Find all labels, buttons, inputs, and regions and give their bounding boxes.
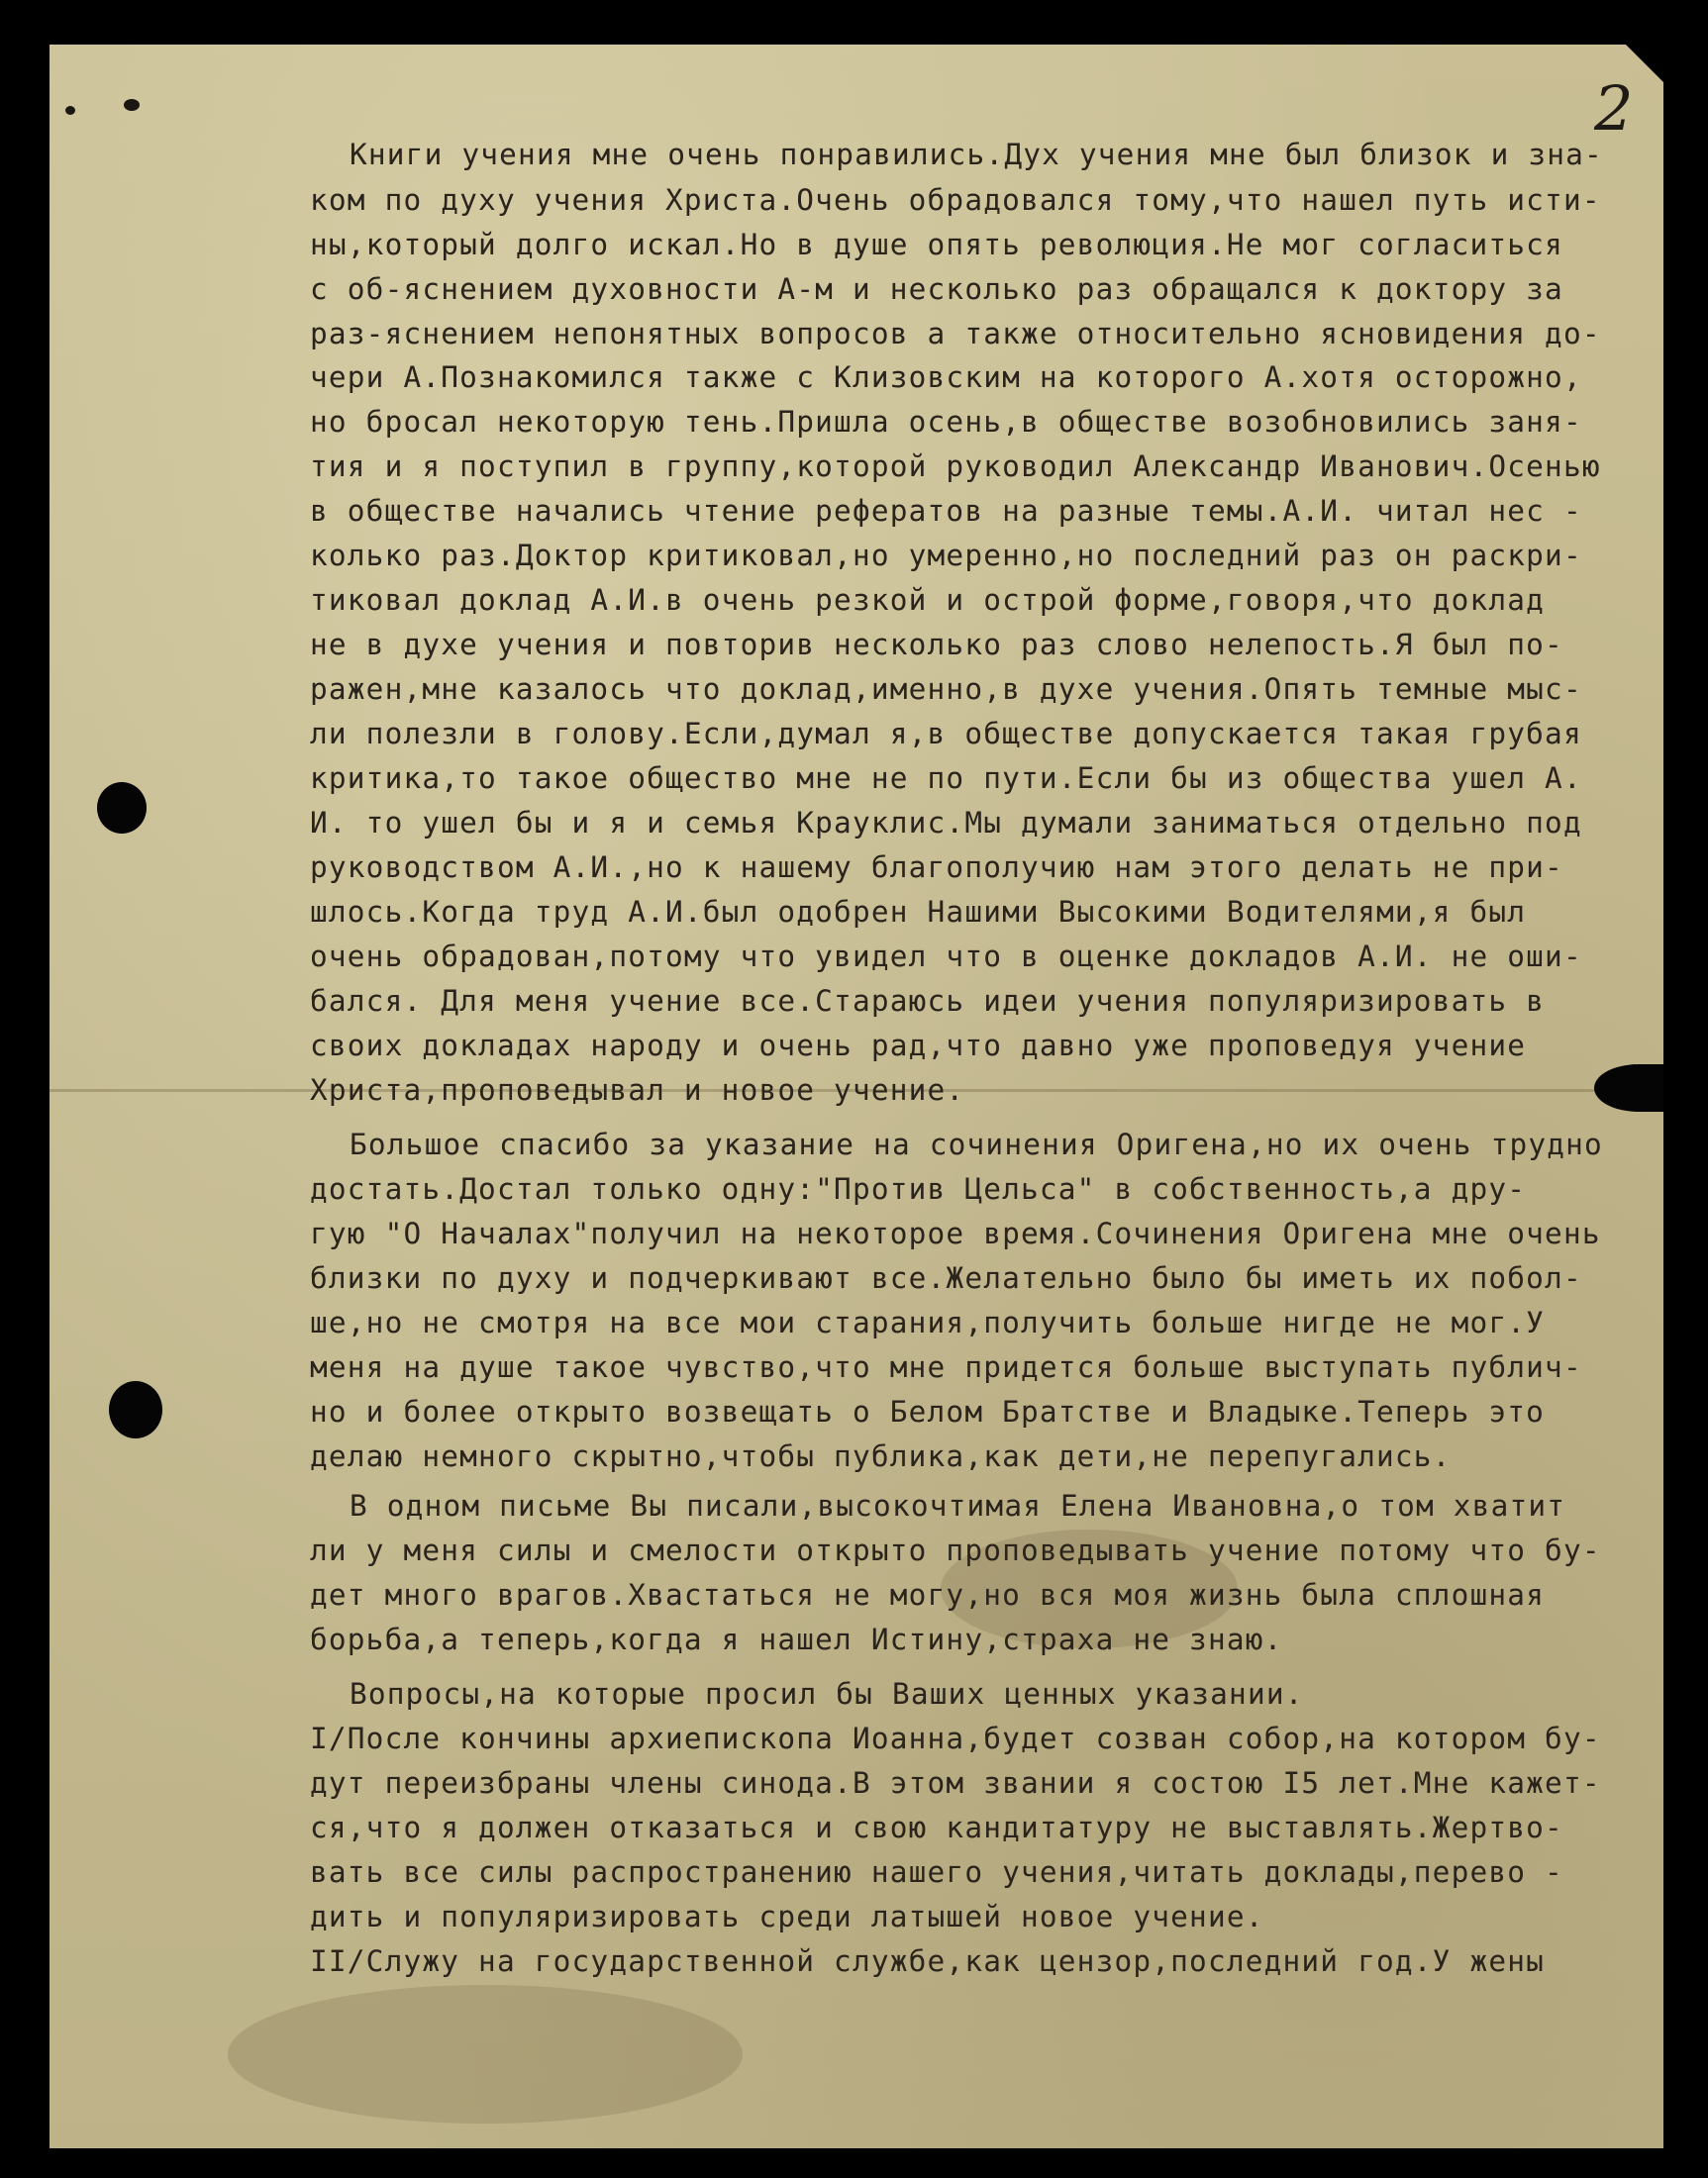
text-line: с об-яснением духовности А-м и несколько раз обращался к доктору за: [310, 272, 1563, 306]
text-line: Вопросы,на которые просил бы Ваших ценных указании.: [350, 1677, 1304, 1711]
punch-hole: [97, 782, 147, 834]
text-line: II/Служу на государственной службе,как цензор,последний год.У жены: [310, 1944, 1546, 1978]
edge-tear: [1594, 1064, 1663, 1112]
text-line: ком по духу учения Христа.Очень обрадовался тому,что нашел путь исти-: [310, 183, 1601, 217]
text-line: ся,что я должен отказаться и свою кандитатуру не выставлять.Жертво-: [310, 1811, 1563, 1844]
text-line: тия и я поступил в группу,которой руководил Александр Иванович.Осенью: [310, 449, 1601, 483]
text-line: гую "О Началах"получил на некоторое время.Сочинения Оригена мне очень: [310, 1217, 1601, 1250]
text-line: В одном письме Вы писали,высокочтимая Елена Ивановна,о том хватит: [350, 1489, 1566, 1523]
text-line: Книги учения мне очень понравились.Дух учения мне был близок и зна-: [350, 138, 1603, 171]
text-line: дут переизбраны члены синода.В этом звании я состою I5 лет.Мне кажет-: [310, 1766, 1601, 1800]
text-line: вать все силы распространению нашего учения,читать доклады,перево -: [310, 1855, 1563, 1889]
text-line: но бросал некоторую тень.Пришла осень,в обществе возобновились заня-: [310, 405, 1582, 439]
paper-stain: [228, 1985, 743, 2124]
text-line: меня на душе такое чувство,что мне придется больше выступать публич-: [310, 1350, 1582, 1384]
text-line: ли у меня силы и смелости открыто проповедывать учение потому что бу-: [310, 1534, 1601, 1567]
text-line: ны,который долго искал.Но в душе опять революция.Не мог согласиться: [310, 228, 1563, 261]
text-line: Христа,проповедывал и новое учение.: [310, 1073, 965, 1107]
ink-blot: [124, 99, 140, 111]
text-line: ражен,мне казалось что доклад,именно,в духе учения.Опять темные мыс-: [310, 672, 1582, 706]
text-line: не в духе учения и повторив несколько раз слово нелепость.Я был по-: [310, 628, 1563, 661]
text-line: руководством А.И.,но к нашему благополучию нам этого делать не при-: [310, 850, 1563, 884]
text-line: раз-яснением непонятных вопросов а также относительно ясновидения до-: [310, 317, 1601, 350]
text-line: критика,то такое общество мне не по пути.Если бы из общества ушел А.: [310, 761, 1582, 795]
text-line: делаю немного скрытно,чтобы публика,как дети,не перепугались.: [310, 1439, 1452, 1473]
text-line: шлось.Когда труд А.И.был одобрен Нашими Высокими Водителями,я был: [310, 895, 1527, 929]
text-line: ше,но не смотря на все мои старания,получить больше нигде не мог.У: [310, 1306, 1546, 1339]
text-line: дить и популяризировать среди латышей новое учение.: [310, 1900, 1264, 1933]
text-line: ли полезли в голову.Если,думал я,в обществе допускается такая грубая: [310, 717, 1582, 750]
text-line: дет много врагов.Хвастаться не могу,но вся моя жизнь была сплошная: [310, 1578, 1546, 1612]
punch-hole: [109, 1381, 162, 1438]
text-line: Большое спасибо за указание на сочинения Оригена,но их очень трудно: [350, 1128, 1603, 1161]
document-page: [50, 45, 1663, 2148]
text-line: своих докладах народу и очень рад,что давно уже проповедуя учение: [310, 1029, 1527, 1062]
text-line: бался. Для меня учение все.Стараюсь идеи учения популяризировать в: [310, 984, 1546, 1018]
page-number: 2: [1594, 72, 1634, 145]
text-line: достать.Достал только одну:"Против Цельса" в собственность,а дру-: [310, 1172, 1527, 1206]
text-line: борьба,а теперь,когда я нашел Истину,страха не знаю.: [310, 1623, 1283, 1656]
text-line: I/После кончины архиепископа Иоанна,будет созван собор,на котором бу-: [310, 1722, 1601, 1755]
text-line: в обществе начались чтение рефератов на разные темы.А.И. читал нес -: [310, 494, 1582, 528]
text-line: И. то ушел бы и я и семья Крауклис.Мы думали заниматься отдельно под: [310, 806, 1582, 840]
text-line: но и более открыто возвещать о Белом Братстве и Владыке.Теперь это: [310, 1395, 1546, 1429]
text-line: очень обрадован,потому что увидел что в оценке докладов А.И. не оши-: [310, 940, 1582, 973]
text-line: колько раз.Доктор критиковал,но умеренно,но последний раз он раскри-: [310, 539, 1582, 572]
text-line: тиковал доклад А.И.в очень резкой и острой форме,говоря,что доклад: [310, 583, 1546, 617]
text-line: чери А.Познакомился также с Клизовским на которого А.хотя осторожно,: [310, 360, 1582, 394]
ink-blot: [65, 106, 75, 115]
text-line: близки по духу и подчеркивают все.Желательно было бы иметь их побол-: [310, 1261, 1582, 1295]
